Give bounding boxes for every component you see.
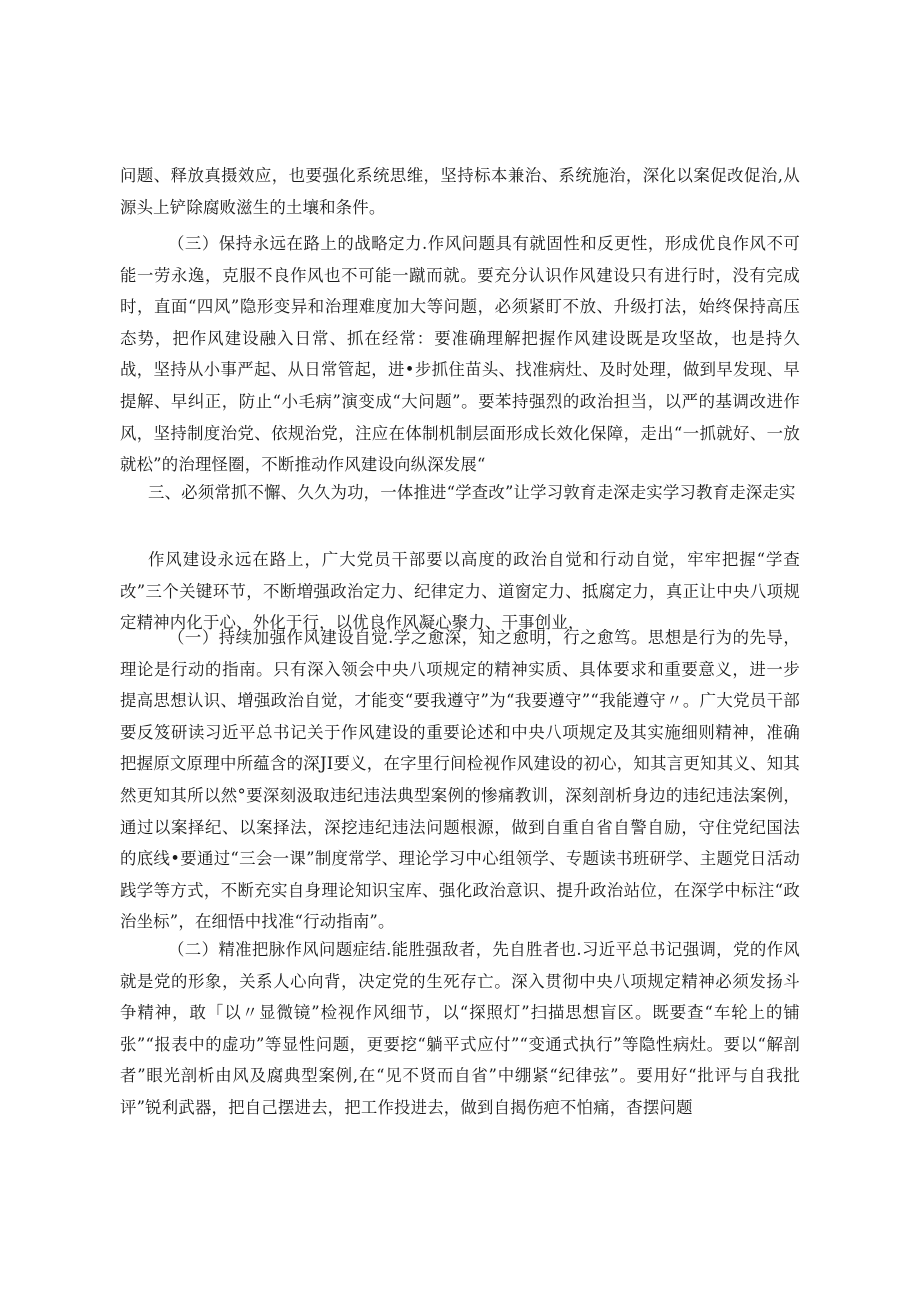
paragraph-subsection-one: （一）持续加强作风建设自觉.学之愈深，知之愈明，行之愈笃。思想是行为的先导，理论是行动的指南。只有深入领会中央八项规定的精神实质、具体要求和重要意义，进一步提高思想认识、增强政治自觉，才能变“要我遵守”为“我要遵守”“我能遵守〃。广大党员干部要反笈研读习近平总书记关于作风建设的重要论述和中央八项规定及其实施细则精神，准确把握原文原理中所蕴含的深JI要义，在字里行间检视作风建设的初心，知其言更知其义、知其然更知其所以然°要深刻汲取违纪违法典型案例的惨痛教训，深刻剖析身边的违纪违法案例，通过以案择纪、以案择法，深挖违纪违法问题根源，做到自重自省自警自励，守住党纪国法的底线•要通过“三会一课”制度常学、理论学习中心组领学、专题读书班研学、主题党日活动践学等方式，不断充实自身理论知识宝库、强化政治意识、提升政治站位，在深学中标注“政治坐标”，在细悟中找准“行动指南”。 — [120, 628, 800, 932]
paragraph-intro: 作风建设永远在路上，广大党员干部要以高度的政治自觉和行动自觉，牢牢把握“学查改”三个关键环节，不断増强政治定力、纪律定力、道窗定力、抵腐定力，真正让中央八项规定精神内化于心、外化于行，以优良作风凝心聚力、干事创业， — [120, 550, 800, 633]
paragraph-subsection-two: （二）精准把脉作风问题症结.能胜强敌者，先自胜者也.习近平总书记强调，党的作风就是党的形象，关系人心向背，决定党的生死存亡。深入贯彻中央八项规定精神必须发扬斗争精神，敢「以〃显微镜”检视作风细节，以“探照灯”扫描思想盲区。既要查“车轮上的铺张”“报表中的虚功”等显性问题，更要挖“躺平式应付”“变通式执行”等隐性病灶。要以“解剖者”眼光剖析由风及腐典型案例,在“见不贤而自省”中绷紧“纪律弦”。要用好“批评与自我批评”锐利武器，把自己摆进去，把工作投进去，做到自揭伤疤不怕痛，杳摆问题 — [120, 940, 800, 1117]
paragraph-continuation: 问题、释放真摄效应，也要强化系统思维，坚持标本兼治、系统施治，深化以案促改促治,从源头上铲除腐败滋生的土壤和条件。 — [120, 166, 800, 217]
section-heading-three: 三、必须常抓不懈、久久为功，一体推进“学查改”让学习敦育走深走实学习教育走深走实 — [148, 483, 796, 502]
paragraph-section-three-strategic-resolve: （三）保持永远在路上的战略定力.作风问题具有就固性和反更性，形成优良作风不可能一劳永逸，克服不良作风也不可能一蹴而就。要充分认识作风建设只有进行时，没有完成时，直面“四风”隐形变异和治理难度加大等问题，必须紧盯不放、升级打法，始终保持高压态势，把作风建设融入日常、抓在经常：要准确理解把握作风建设既是攻坚故，也是持久战，坚持从小事严起、从日常管起，进•步抓住苗头、找准病灶、及时处理，做到早发现、早提解、早纠正，防止“小毛病”演变成“大问题”。要苯持强烈的政治担当，以严的基调改进作风，坚持制度治党、依规治党，注应在体制机制层面形成长效化保障，走出“一抓就好、一放就松”的治理怪圈，不断推动作风建设向纵深发展“ — [120, 234, 800, 475]
